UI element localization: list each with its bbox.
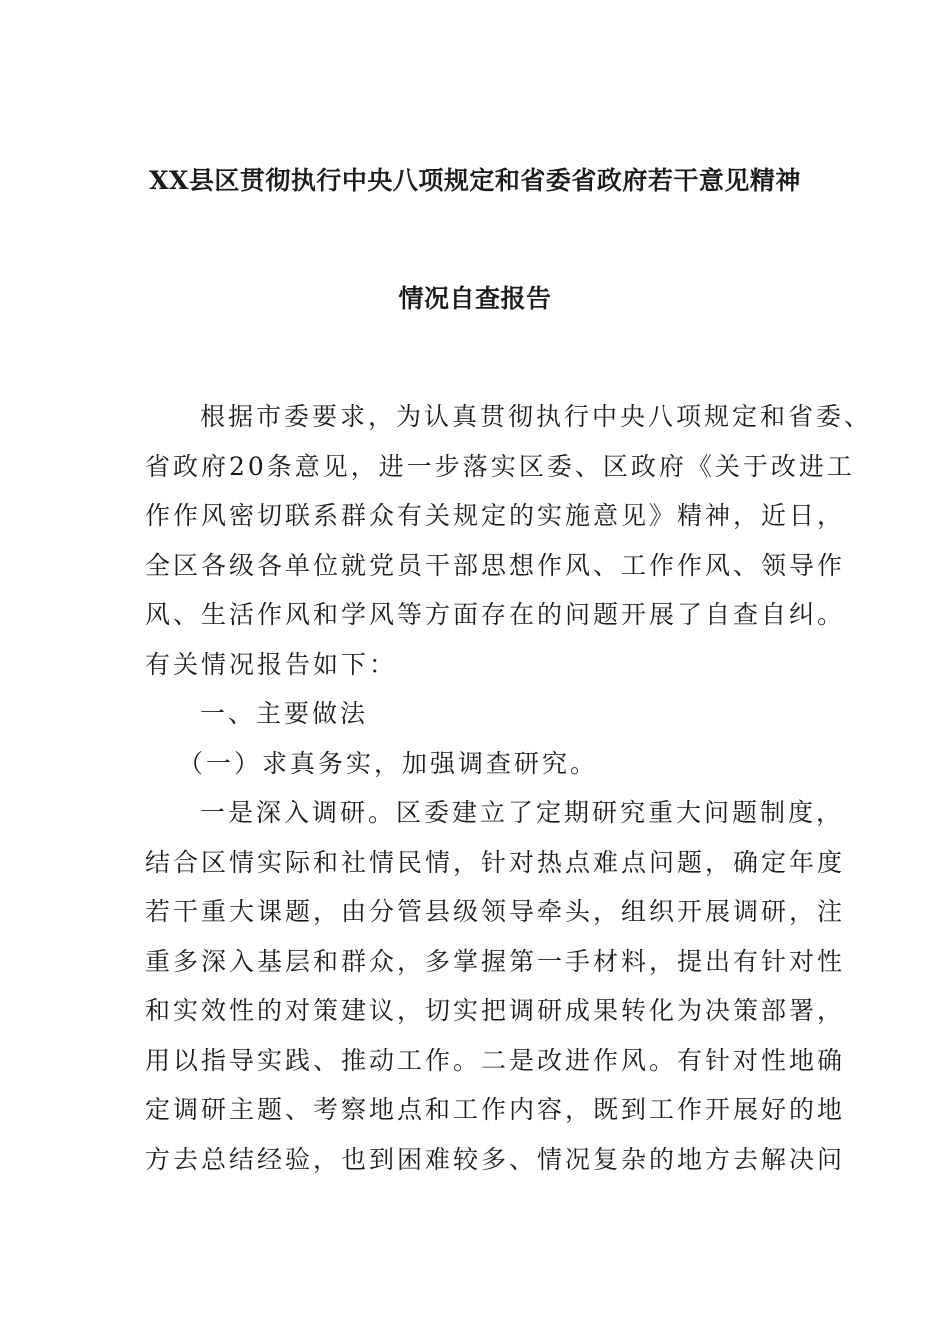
body-line: 作作风密切联系群众有关规定的实施意见》精神，近日， (145, 501, 846, 530)
body-line: 省政府20条意见，进一步落实区委、区政府《关于改进工 (145, 451, 855, 481)
document-title-line1: XX县区贯彻执行中央八项规定和省委省政府若干意见精神 (149, 166, 801, 195)
body-line: 根据市委要求，为认真贯彻执行中央八项规定和省委、 (200, 402, 873, 431)
body-line: 方去总结经验，也到困难较多、情况复杂的地方去解决问 (145, 1144, 846, 1174)
body-line: 一是深入调研。区委建立了定期研究重大问题制度， (200, 798, 845, 827)
section-heading: 一、主要做法 (200, 699, 369, 728)
body-line: 重多深入基层和群众，多掌握第一手材料，提出有针对性 (145, 946, 846, 976)
body-line: 全区各级各单位就党员干部思想作风、工作作风、领导作 (145, 550, 846, 580)
body-line: 定调研主题、考察地点和工作内容，既到工作开展好的地 (145, 1095, 846, 1124)
body-line: 和实效性的对策建议，切实把调研成果转化为决策部署， (145, 996, 846, 1025)
body-line: 用以指导实践、推动工作。二是改进作风。有针对性地确 (145, 1045, 846, 1075)
body-line: 若干重大课题，由分管县级领导牵头，组织开展调研，注 (145, 897, 846, 926)
document-title-line2: 情况自查报告 (398, 284, 552, 313)
body-line: 结合区情实际和社情民情，针对热点难点问题，确定年度 (145, 847, 846, 877)
body-line: 有关情况报告如下： (145, 649, 398, 679)
body-line: 风、生活作风和学风等方面存在的问题开展了自查自纠。 (145, 600, 846, 629)
subsection-heading: （一）求真务实，加强调查研究。 (178, 748, 599, 778)
document-body (145, 392, 873, 1184)
